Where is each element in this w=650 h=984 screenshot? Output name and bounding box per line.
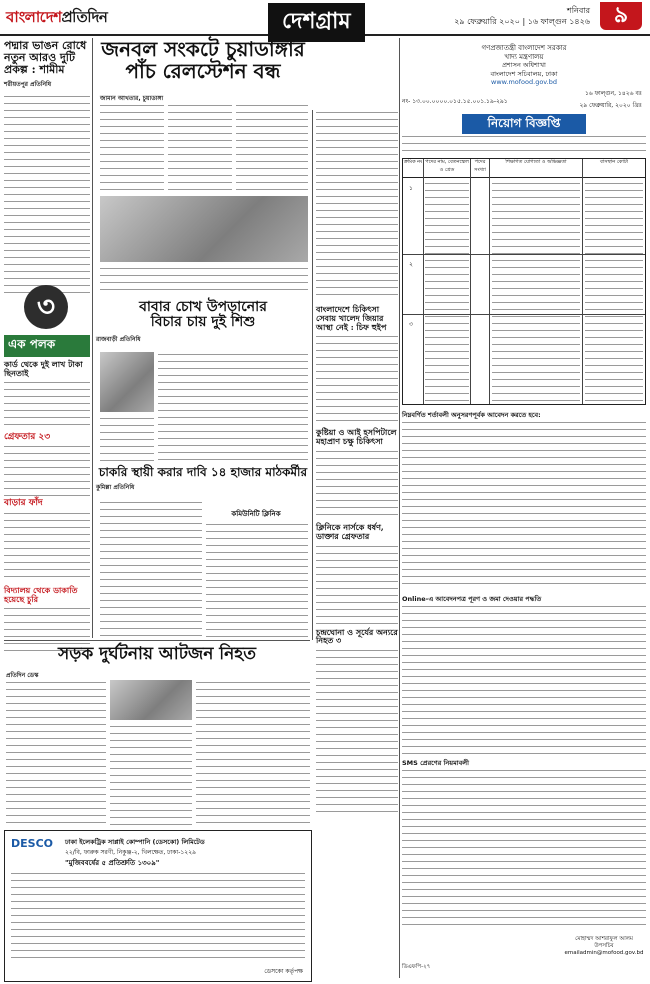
bottom-body-1 xyxy=(6,680,106,825)
notice-office1: খাদ্য মন্ত্রণালয় xyxy=(504,53,544,61)
table-post-body xyxy=(425,181,469,401)
table-col-line xyxy=(582,159,583,404)
th-quota: বাসস্থান কোটা xyxy=(599,159,629,165)
notice-office3: বাংলাদেশ সচিবালয়, ঢাকা xyxy=(490,70,558,78)
desco-body xyxy=(11,871,305,961)
table-col-line xyxy=(470,159,471,404)
lead-photo xyxy=(100,196,308,262)
desco-line1: ঢাকা ইলেকট্রিক সাপ্লাই কোম্পানি (ডেসকো) লিমিটেড xyxy=(65,838,205,846)
mid-headline-1: বাংলাদেশে চিকিৎসা সেবায় খালেদ জিয়ার আস্থা নেই : চিফ হুইপ xyxy=(316,304,387,332)
bottom-rule xyxy=(4,640,310,641)
notice-date1: ১৬ ফাল্গুন, ১৪২৬ বঃ xyxy=(584,90,642,97)
page-number: ৯ xyxy=(600,2,642,30)
signatory-title: উপসচিব xyxy=(594,943,614,949)
day-label: শনিবার xyxy=(567,6,590,15)
desco-footer: ডেসকো কর্তৃপক্ষ xyxy=(264,968,303,975)
lead-body-4 xyxy=(100,266,308,294)
story2-body-1 xyxy=(158,352,308,462)
notice-rule xyxy=(399,38,400,978)
dateline xyxy=(430,5,590,27)
story3 xyxy=(96,466,310,493)
promo-badge: ৩ xyxy=(24,285,68,329)
notice-sms-label: SMS প্রেরণের নিয়মাবলী xyxy=(402,759,469,767)
notice-signatory xyxy=(562,936,646,957)
notice-top-line: গণপ্রজাতন্ত্রী বাংলাদেশ সরকার xyxy=(481,44,567,52)
row-number-2: ২ xyxy=(409,261,413,268)
mid-headline-4: চন্দ্রঘোনা ও সূর্যের অন্যরে নিহত ৩ xyxy=(316,626,398,646)
table-qual-body xyxy=(492,181,580,401)
left-column xyxy=(4,40,90,294)
lead-headline-line2: পাঁচ রেলস্টেশন বন্ধ xyxy=(125,59,281,83)
story2-photo xyxy=(100,352,154,412)
table-row-line xyxy=(403,254,645,255)
row-number-3: ৩ xyxy=(409,321,413,328)
notice-online-heading: Online-এ আবেদনপত্র পূরণ ও জমা দেওয়ার পদ্ধতি xyxy=(402,595,542,603)
notice-web: www.mofood.gov.bd xyxy=(491,78,557,86)
left-top-body xyxy=(4,94,90,294)
mid-headline-3: ক্লিনিকে নার্সকে ধর্ষণ, ডাক্তার গ্রেফতার xyxy=(316,521,384,541)
signatory-email: emailadmin@mofood.gov.bd xyxy=(564,950,644,956)
bottom-photo xyxy=(110,680,192,720)
promo-headline-2: গ্রেফতার ২৩ xyxy=(4,431,51,442)
th-qualification: শিক্ষাগত যোগ্যতা ও অভিজ্ঞতা xyxy=(490,159,583,177)
mid-body-1 xyxy=(316,334,398,424)
story3-body-2 xyxy=(206,522,308,640)
lead-byline: জামান আখতার, চুয়াডাঙ্গা xyxy=(100,95,164,102)
bottom-byline: প্রতিদিন ডেস্ক xyxy=(6,672,39,679)
bottom-body-3 xyxy=(196,680,310,825)
notice-title: নিয়োগ বিজ্ঞপ্তি xyxy=(462,114,586,136)
table-col-line xyxy=(423,159,424,404)
promo-headline-4: বিদ্যালয় থেকে ডাকাতি হয়েছে চুরি xyxy=(4,585,78,605)
lead-headline-line1: জনবল সংকটে চুয়াডাঙ্গার xyxy=(101,37,305,61)
section-title: দেশগ্রাম xyxy=(268,3,365,42)
story2 xyxy=(96,300,310,345)
table-quota-body xyxy=(585,181,643,401)
notice-online-body xyxy=(402,604,646,754)
story2-byline: রাজবাড়ী প্রতিনিধি xyxy=(96,335,141,343)
story3-headline: চাকরি স্থায়ী করার দাবি ১৪ হাজার মাঠকর্মীর xyxy=(98,465,308,479)
promo-body-3 xyxy=(4,511,90,583)
promo-body-1 xyxy=(4,380,90,430)
notice-dfp: ডিএফপি-২৭ xyxy=(402,964,431,970)
desco-line3: "মুজিববর্ষের ৫ প্রতিশ্রুতি ১৩০৯" xyxy=(65,859,160,867)
notice-office2: প্রশাসন অধিশাখা xyxy=(502,61,546,69)
midcol-top-body xyxy=(316,110,398,300)
column-rule xyxy=(92,38,93,638)
promo-column xyxy=(4,335,90,654)
logo-primary: বাংলাদেশ xyxy=(6,8,62,26)
mid-body-3 xyxy=(316,544,398,624)
story3-subhead: কমিউনিটি ক্লিনিক xyxy=(231,509,281,518)
signatory-name: মোহাম্মদ আশরাফুল আলম xyxy=(575,936,633,942)
story2-body-2 xyxy=(100,416,154,462)
desco-ad xyxy=(4,830,312,982)
promo-title: এক পলক xyxy=(4,335,90,357)
mid-body-4 xyxy=(316,648,398,818)
mid-story-1 xyxy=(316,305,398,818)
th-post: পদের নাম, বেতনস্কেল ও গ্রেড xyxy=(424,159,471,177)
mid-headline-2: কুষ্টিয়া ও আই হসপিটালে মহাপ্রাণ চক্ষু চিকিৎসা xyxy=(316,427,397,447)
mid-body-2 xyxy=(316,449,398,519)
column-rule-2 xyxy=(312,110,313,640)
notice-sms-body xyxy=(402,768,646,928)
promo-body-2 xyxy=(4,444,90,496)
desco-brand: DESCO xyxy=(11,837,53,850)
promo-headline-1: কার্ড থেকে দুই লাখ টাকা ছিনতাই xyxy=(4,359,83,378)
story2-headline-line1: বাবার চোখ উপড়ানোর xyxy=(139,299,267,315)
newspaper-logo xyxy=(6,6,107,31)
notice-table xyxy=(402,158,646,405)
notice-conditions xyxy=(402,420,646,590)
lead-body-3 xyxy=(236,103,308,193)
desco-line2: ২২/বি, ফারুক সরণী, নিকুঞ্জ-২, খিলক্ষেত, ঢাকা-১২২৯ xyxy=(65,849,196,856)
notice-table-header xyxy=(403,159,645,178)
th-count: পদের সংখ্যা xyxy=(471,159,490,177)
table-col-line xyxy=(489,159,490,404)
bottom-headline: সড়ক দুর্ঘটনায় আটজন নিহত xyxy=(58,644,256,664)
masthead xyxy=(0,0,650,36)
notice-ref: নং- ১৩.০০.০০০০.০১৫.১৫.০০১.১৯-২৯১ xyxy=(402,98,508,105)
notice-intro xyxy=(402,134,646,154)
logo-secondary: প্রতিদিন xyxy=(61,8,108,26)
story2-headline-line2: বিচার চায় দুই শিশু xyxy=(150,314,256,331)
notice-date2: ২৯ ফেব্রুয়ারি, ২০২০ খ্রিঃ xyxy=(579,102,642,109)
govt-notice xyxy=(402,38,646,978)
date-label: ২৯ ফেব্রুয়ারি ২০২০ | ১৬ ফাল্গুন ১৪২৬ xyxy=(454,17,590,26)
notice-section-heading: নিম্নবর্ণিত শর্তাবলী অনুসরণপূর্বক আবেদন করতে হবে: xyxy=(402,411,541,419)
promo-headline-3: বাড়ার ফাঁদ xyxy=(4,498,43,509)
row-number-1: ১ xyxy=(409,185,413,192)
th-serial: ক্রমিক নং xyxy=(403,159,424,177)
table-row-line xyxy=(403,314,645,315)
bottom-body-2 xyxy=(110,724,192,825)
story3-byline: কুমিল্লা প্রতিনিধি xyxy=(96,484,135,492)
left-top-byline: শরীয়তপুর প্রতিনিধি xyxy=(4,81,52,89)
story3-body-1 xyxy=(100,500,202,640)
lead-story xyxy=(96,38,310,82)
left-top-headline: পদ্মার ভাঙন রোধে নতুন আরও দুটি প্রকল্প : শামীম xyxy=(4,39,87,77)
